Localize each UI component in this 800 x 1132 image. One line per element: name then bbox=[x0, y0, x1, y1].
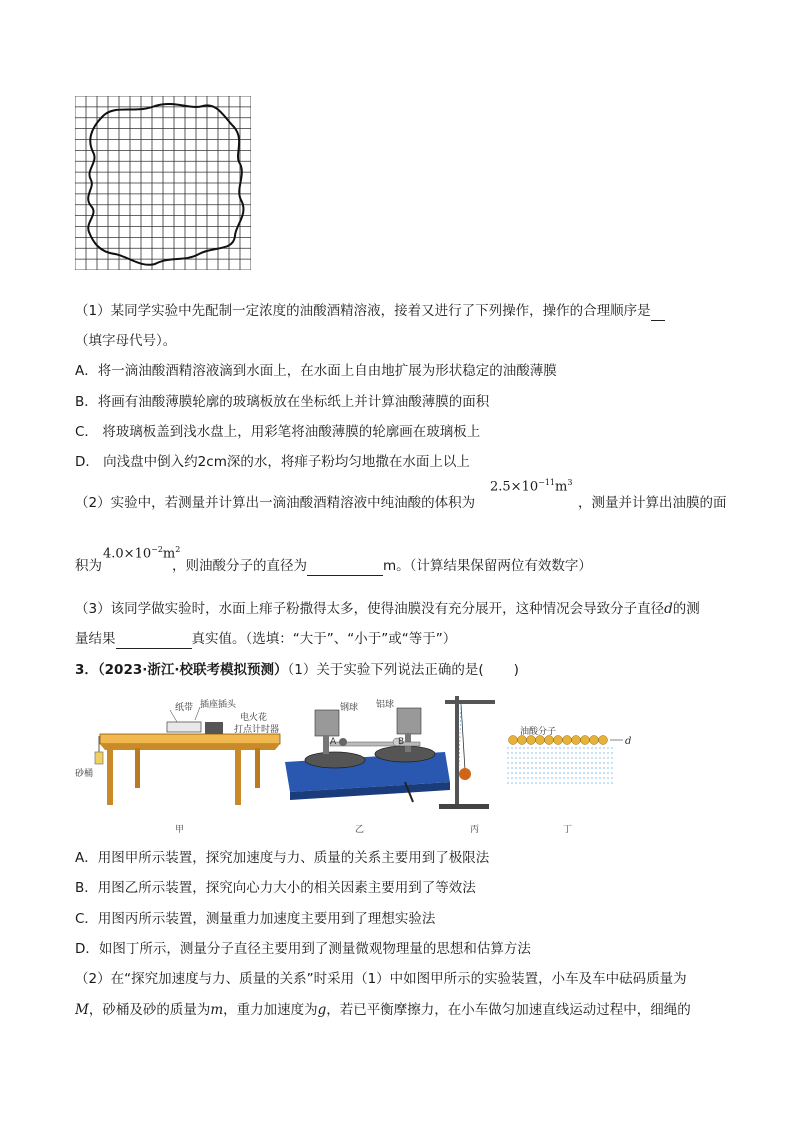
figure-yi bbox=[285, 708, 450, 802]
problem-3-part-2-line-2: M，砂桶及砂的质量为m，重力加速度为g，若已平衡摩擦力，在小车做匀加速直线运动过程中，细绳的 bbox=[75, 1002, 691, 1018]
answer-blank-3[interactable] bbox=[116, 632, 192, 649]
label-dadian: 打点计时器 bbox=[234, 725, 280, 735]
label-youfenzi: 油酸分子 bbox=[520, 727, 557, 737]
label-gangqiu: 钢球 bbox=[340, 703, 359, 713]
oil-molecule bbox=[572, 736, 581, 745]
option-1-a: A．将一滴油酸酒精溶液滴到水面上，在水面上自由地扩展为形状稳定的油酸薄膜 bbox=[75, 363, 557, 379]
oil-molecule bbox=[581, 736, 590, 745]
question-1-line bbox=[75, 301, 665, 321]
label-lvqiu: 铝球 bbox=[376, 700, 395, 710]
oil-film-outline bbox=[88, 104, 243, 265]
sublabel-yi: 乙 bbox=[355, 825, 365, 835]
question-2-line-1-end: ，测量并计算出油膜的面 bbox=[578, 495, 727, 511]
volume-expression: $2.5\times 10^{-11}m^3$ bbox=[490, 478, 573, 495]
oil-molecule bbox=[590, 736, 599, 745]
oil-molecule bbox=[599, 736, 608, 745]
label-dianhuohua: 电火花 bbox=[240, 713, 268, 723]
oil-molecule bbox=[509, 736, 518, 745]
label-shatong: 砂桶 bbox=[75, 769, 94, 779]
option-1-c: C． 将玻璃板盖到浅水盘上，用彩笔将油酸薄膜的轮廓画在玻璃板上 bbox=[75, 424, 481, 440]
question-2-line-1: （2）实验中，若测量并计算出一滴油酸酒精溶液中纯油酸的体积为 bbox=[75, 495, 476, 511]
sublabel-bing: 丙 bbox=[470, 825, 480, 835]
problem-3-stem: 3．（2023·浙江·校联考模拟预测）（1）关于实验下列说法正确的是( ) bbox=[75, 662, 519, 678]
sublabel-jia: 甲 bbox=[175, 825, 185, 835]
figure-ding bbox=[507, 736, 623, 784]
question-2-line-2: 积为 ，则油酸分子的直径为 m。（计算结果保留两位有效数字） bbox=[75, 558, 592, 574]
option-3-c: C．用图丙所示装置，测量重力加速度主要用到了理想实验法 bbox=[75, 911, 436, 927]
question-1-text-2: （填字母代号）。 bbox=[75, 333, 177, 349]
label-d: d bbox=[625, 736, 632, 747]
area-expression: $4.0\times 10^{-2}m^2$ bbox=[103, 545, 181, 562]
answer-blank-1[interactable] bbox=[651, 304, 665, 321]
label-a: A bbox=[330, 737, 337, 747]
option-1-d: D． 向浅盘中倒入约2cm深的水，将痱子粉均匀地撒在水面上以上 bbox=[75, 454, 470, 470]
figure-bing bbox=[439, 696, 495, 809]
option-3-d: D．如图丁所示，测量分子直径主要用到了测量微观物理量的思想和估算方法 bbox=[75, 941, 531, 957]
sublabel-ding: 丁 bbox=[563, 825, 573, 835]
label-chadian: 插座插头 bbox=[200, 700, 237, 710]
oil-molecule bbox=[563, 736, 572, 745]
question-3-line-2: 量结果 真实值。（选填：“大于”、“小于”或“等于”） bbox=[75, 631, 457, 647]
option-3-a: A．用图甲所示装置，探究加速度与力、质量的关系主要用到了极限法 bbox=[75, 850, 490, 866]
question-1-text: （1）某同学实验中先配制一定浓度的油酸酒精溶液，接着又进行了下列操作，操作的合理顺序是 bbox=[75, 303, 651, 319]
question-1-line-2 bbox=[75, 331, 176, 351]
option-1-b: B．将画有油酸薄膜轮廓的玻璃板放在坐标纸上并计算油酸薄膜的面积 bbox=[75, 394, 490, 410]
label-zhidai: 纸带 bbox=[175, 703, 194, 713]
problem-3-part-2-line-1: （2）在“探究加速度与力、质量的关系”时采用（1）中如图甲所示的实验装置，小车及车中砝码质量为 bbox=[75, 971, 687, 987]
question-3-line-1: （3）该同学做实验时，水面上痱子粉撒得太多，使得油膜没有充分展开，这种情况会导致分子直径d的测 bbox=[75, 601, 700, 617]
label-b: B bbox=[398, 737, 405, 747]
answer-blank-2[interactable] bbox=[307, 559, 383, 576]
option-3-b: B．用图乙所示装置，探究向心力大小的相关因素主要用到了等效法 bbox=[75, 880, 476, 896]
oil-film-grid-figure bbox=[75, 96, 251, 270]
